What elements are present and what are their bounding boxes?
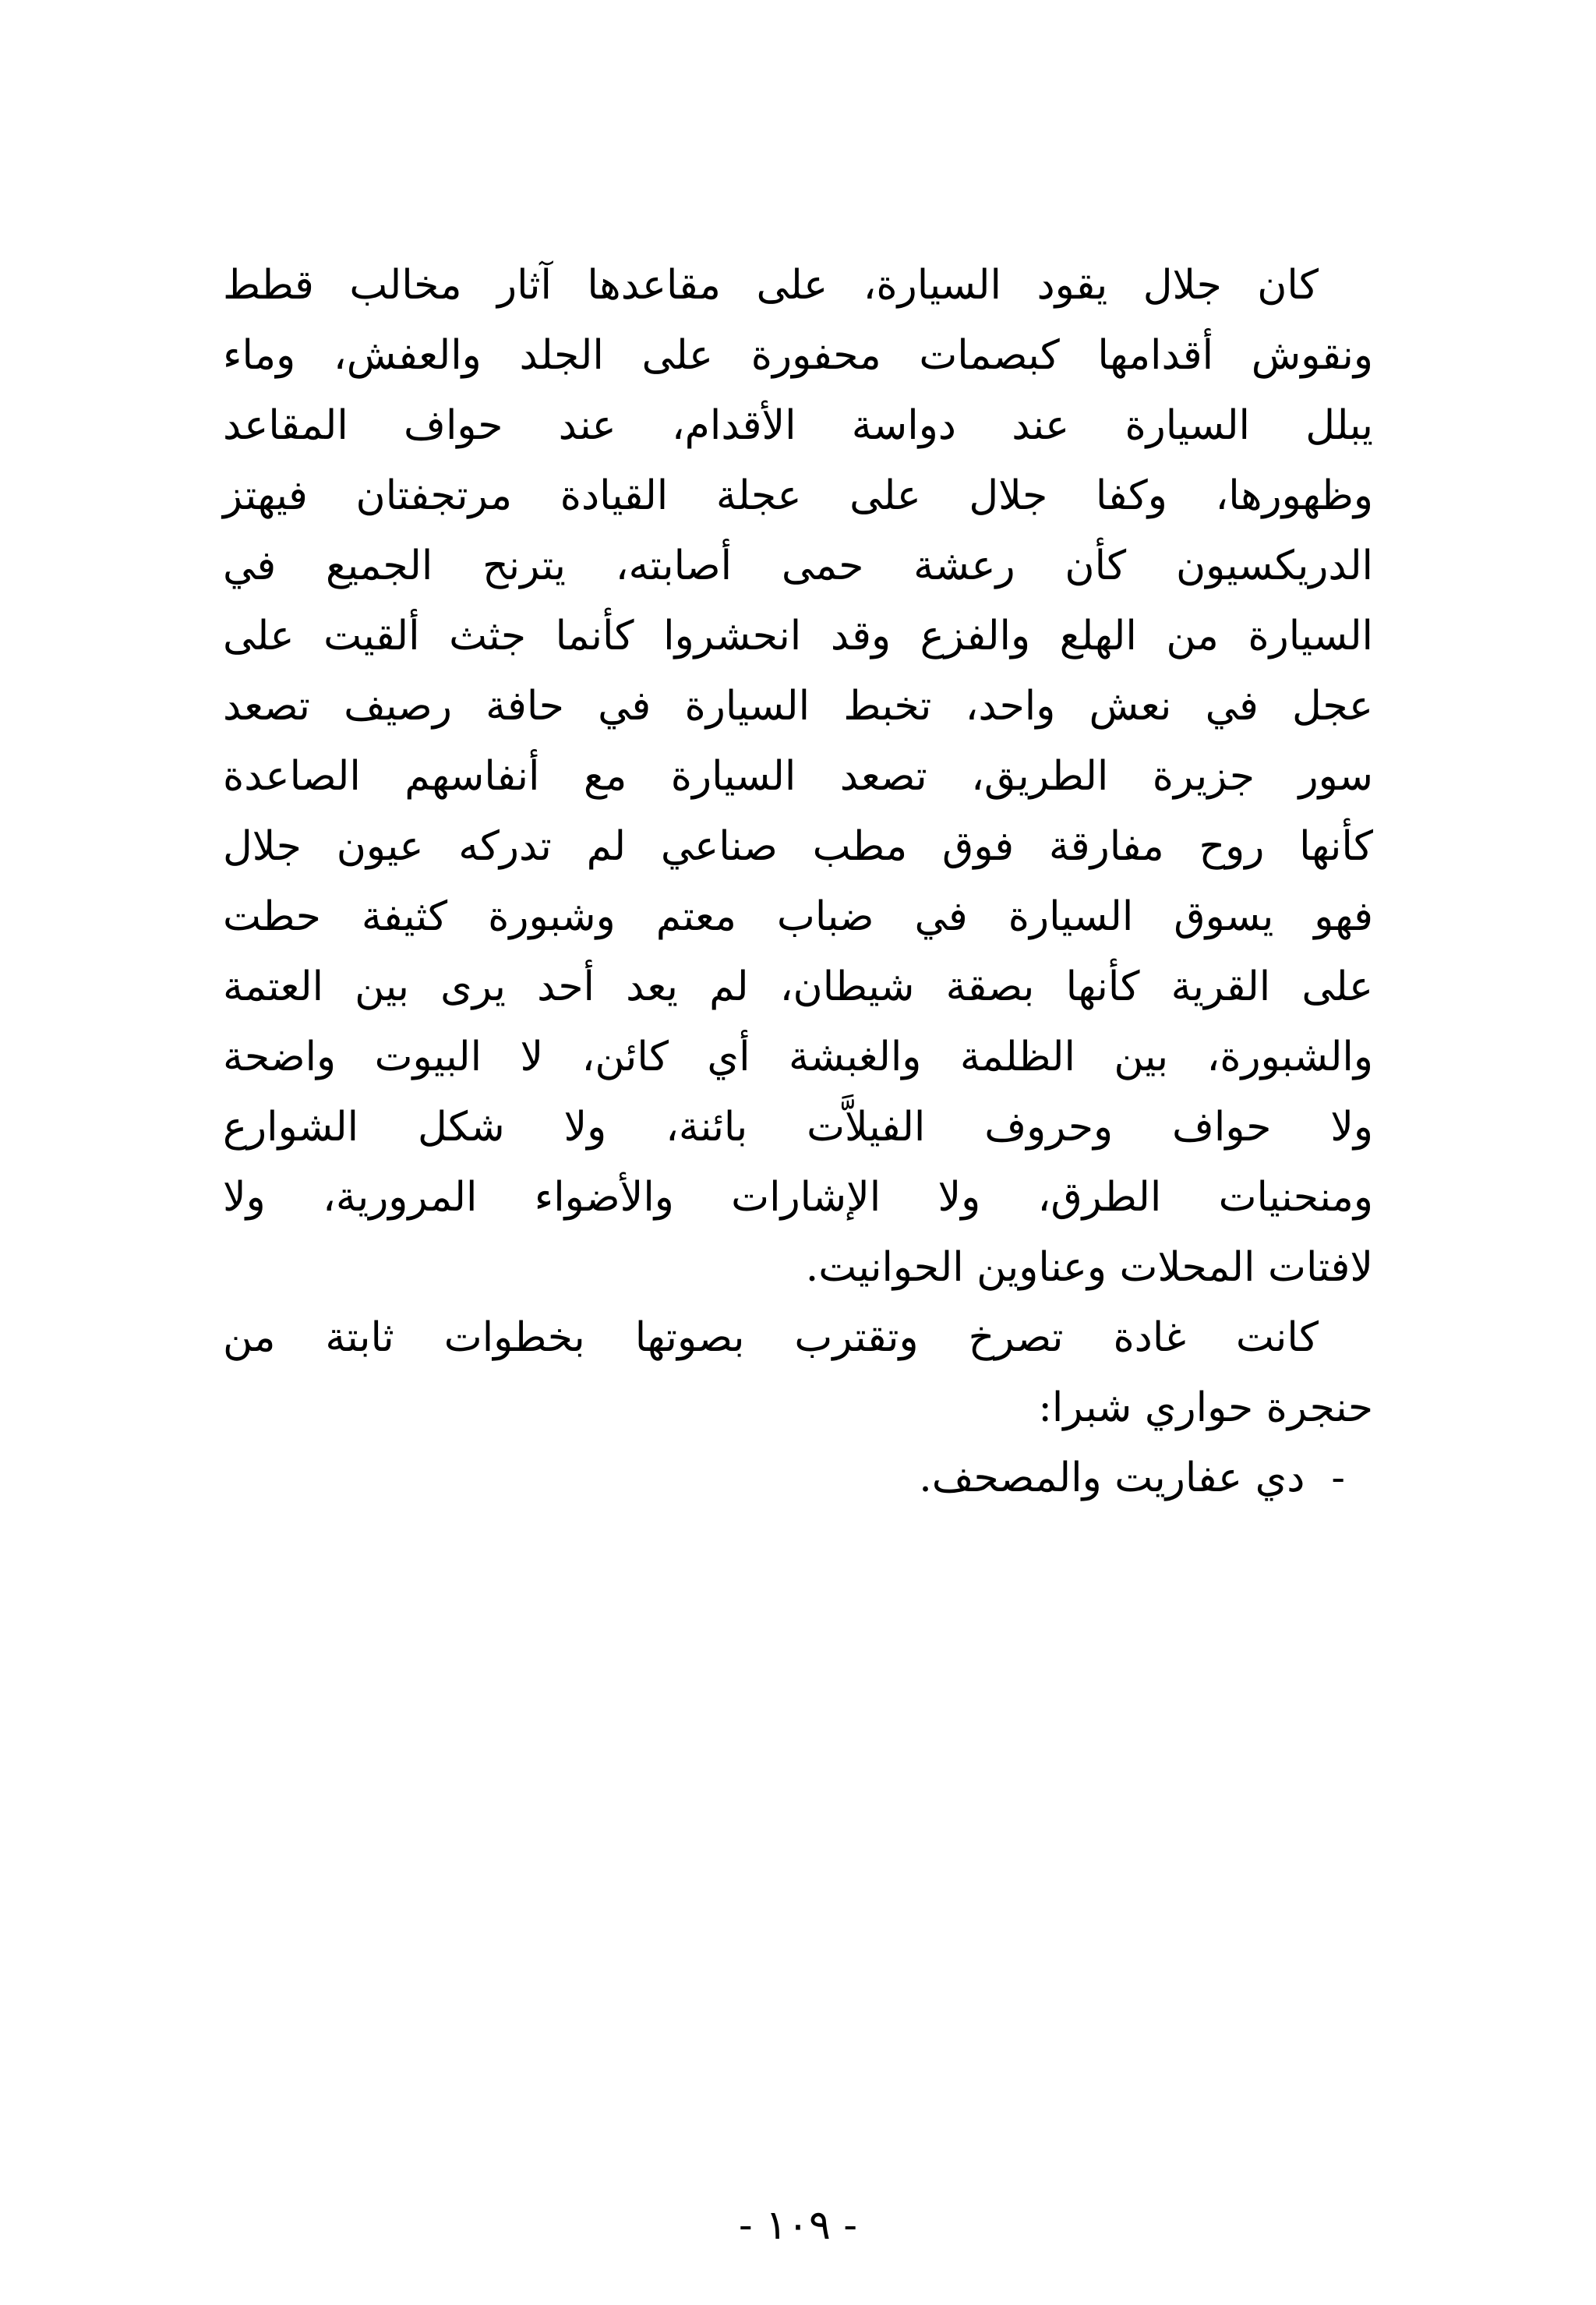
paragraph-1-line-1: كان جلال يقود السيارة، على مقاعدها آثار مخالب قطط (223, 262, 1319, 309)
paragraph-1-line-7: عجل في نعش واحد، تخبط السيارة في حافة رصيف تصعد (223, 683, 1373, 730)
dialogue-dash: - (1331, 1455, 1345, 1501)
page-number: - ١٠٩ - (738, 2202, 857, 2249)
paragraph-1-line-12: والشبورة، بين الظلمة والغبشة أي كائن، لا البيوت واضحة (223, 1034, 1373, 1080)
paragraph-1-line-10: فهو يسوق السيارة في ضباب معتم وشبورة كثيفة حطت (223, 893, 1373, 940)
paragraph-2-line-2: حنجرة حواري شبرا: (1038, 1384, 1373, 1431)
paragraph-1-line-6: السيارة من الهلع والفزع وقد انحشروا كأنما جثث ألقيت على (223, 613, 1373, 659)
paragraph-1-line-8: سور جزيرة الطريق، تصعد السيارة مع أنفاسهم الصاعدة (223, 753, 1373, 800)
paragraph-1-line-11: على القرية كأنها بصقة شيطان، لم يعد أحد يرى بين العتمة (223, 963, 1373, 1010)
dialogue-text: دي عفاريت والمصحف. (919, 1455, 1305, 1501)
paragraph-1-line-13: ولا حواف وحروف الفيلاَّت بائنة، ولا شكل الشوارع (223, 1104, 1373, 1151)
paragraph-1-line-3: يبلل السيارة عند دواسة الأقدام، عند حواف المقاعد (223, 402, 1373, 449)
dialogue-line (919, 1447, 1373, 1509)
paragraph-1-line-14: ومنحنيات الطرق، ولا الإشارات والأضواء المرورية، ولا (223, 1174, 1373, 1221)
paragraph-1-line-2: ونقوش أقدامها كبصمات محفورة على الجلد والعفش، وماء (223, 332, 1373, 379)
paragraph-1-line-15: لافتات المحلات وعناوين الحوانيت. (805, 1244, 1373, 1291)
paragraph-1-line-4: وظهورها، وكفا جلال على عجلة القيادة مرتجفتان فيهتز (223, 472, 1373, 519)
paragraph-1-line-5: الدريكسيون كأن رعشة حمى أصابته، يترنح الجميع في (223, 543, 1373, 589)
paragraph-2-line-1: كانت غادة تصرخ وتقترب بصوتها بخطوات ثابتة من (223, 1314, 1319, 1361)
paragraph-1-line-9: كأنها روح مفارقة فوق مطب صناعي لم تدركه عيون جلال (223, 823, 1373, 870)
